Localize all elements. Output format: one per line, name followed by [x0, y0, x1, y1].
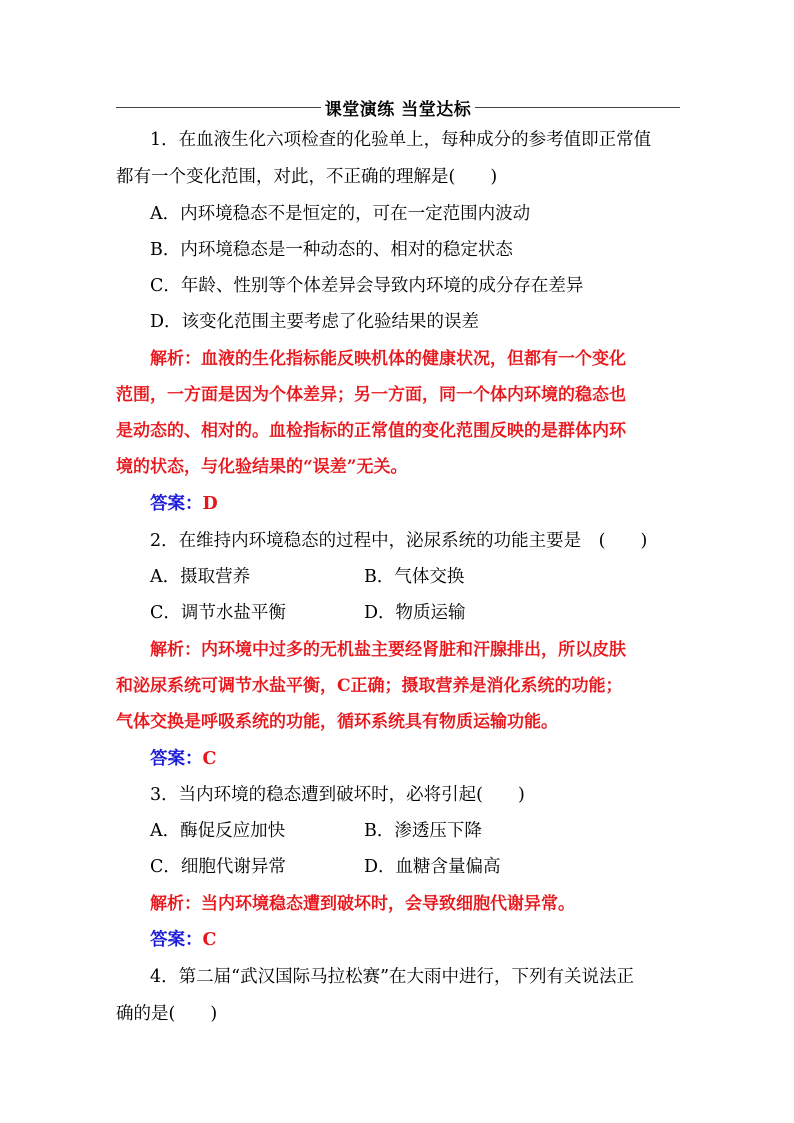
q3-analysis-label: 解析：: [150, 894, 201, 914]
q3-answer-value: C: [202, 930, 217, 950]
q4-stem-line1: 4．第二届“武汉国际马拉松赛”在大雨中进行，下列有关说法正: [150, 967, 635, 987]
q3-analysis-text: 当内环境稳态遭到破坏时，会导致细胞代谢异常。: [201, 894, 575, 914]
q1-analysis-line2: 范围，一方面是因为个体差异；另一方面，同一个体内环境的稳态也: [116, 385, 626, 405]
q2-analysis-label: 解析：: [150, 640, 201, 660]
q2-option-c: C．调节水盐平衡: [150, 603, 286, 623]
section-title: 课堂演练 当堂达标: [324, 99, 472, 120]
q1-analysis-line4: 境的状态，与化验结果的“误差”无关。: [116, 457, 408, 477]
q1-analysis-line3: 是动态的、相对的。血检指标的正常值的变化范围反映的是群体内环: [116, 421, 626, 441]
q3-analysis: [150, 892, 575, 916]
q1-stem-line1: 1．在血液生化六项检查的化验单上，每种成分的参考值即正常值: [150, 130, 652, 150]
q2-analysis-line2: 和泌尿系统可调节水盐平衡，C正确；摄取营养是消化系统的功能；: [116, 676, 623, 696]
q3-stem: 3．当内环境的稳态遭到破坏时，必将引起( ): [150, 785, 525, 805]
q2-stem: 2．在维持内环境稳态的过程中，泌尿系统的功能主要是 ( ): [150, 531, 648, 551]
q4-stem-line2: 确的是( ): [116, 1004, 218, 1024]
q2-answer-label: 答案：: [150, 749, 203, 769]
q1-option-d: D．该变化范围主要考虑了化验结果的误差: [150, 312, 480, 332]
q2-option-d: D．物质运输: [364, 603, 466, 623]
q2-option-b: B．气体交换: [364, 567, 465, 587]
q3-option-a: A．酶促反应加快: [150, 821, 286, 841]
q3-option-b: B．渗透压下降: [364, 821, 482, 841]
q3-option-c: C．细胞代谢异常: [150, 857, 286, 877]
q3-answer: [150, 928, 216, 952]
q1-answer-value: D: [202, 494, 218, 514]
q2-analysis-line3: 气体交换是呼吸系统的功能，循环系统具有物质运输功能。: [116, 712, 558, 732]
header-rule-left: [116, 107, 321, 108]
q2-analysis-text1: 内环境中过多的无机盐主要经肾脏和汗腺排出，所以皮肤: [201, 640, 626, 660]
q2-answer-value: C: [202, 749, 217, 769]
q3-answer-label: 答案：: [150, 930, 203, 950]
q3-option-d: D．血糖含量偏高: [364, 857, 501, 877]
q1-analysis-line1: [150, 347, 626, 371]
header-rule-right: [475, 107, 680, 108]
q1-option-a: A．内环境稳态不是恒定的，可在一定范围内波动: [150, 204, 531, 224]
q1-stem-line2: 都有一个变化范围，对此，不正确的理解是( ): [116, 167, 498, 187]
q1-answer: [150, 492, 218, 516]
q2-option-a: A．摄取营养: [150, 567, 251, 587]
q1-option-b: B．内环境稳态是一种动态的、相对的稳定状态: [150, 240, 513, 260]
q2-answer: [150, 747, 216, 771]
q2-analysis-line1: [150, 638, 626, 662]
q1-analysis-label: 解析：: [150, 349, 201, 369]
q1-option-c: C．年龄、性别等个体差异会导致内环境的成分存在差异: [150, 276, 584, 296]
q1-answer-label: 答案：: [150, 494, 203, 514]
q1-analysis-text1: 血液的生化指标能反映机体的健康状况，但都有一个变化: [201, 349, 626, 369]
section-header: [116, 94, 680, 120]
